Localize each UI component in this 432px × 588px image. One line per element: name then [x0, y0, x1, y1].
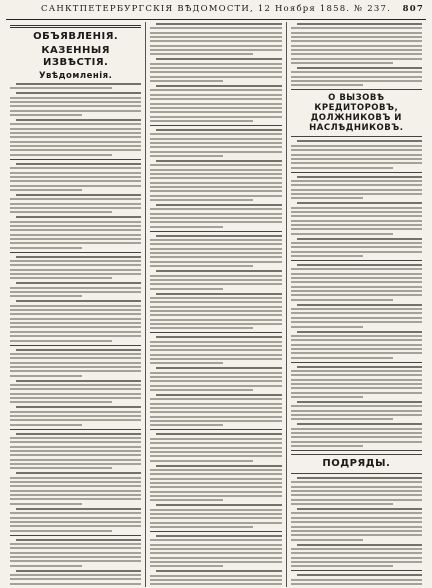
- body-paragraph: [150, 204, 281, 228]
- body-paragraph: [10, 472, 141, 504]
- separator-rule: [291, 89, 422, 90]
- body-paragraph: [10, 216, 141, 248]
- body-paragraph: [10, 380, 141, 404]
- separator-rule: [291, 172, 422, 173]
- body-paragraph: [291, 331, 422, 359]
- body-paragraph: [10, 539, 141, 567]
- body-paragraph: [291, 264, 422, 301]
- body-paragraph: [10, 300, 141, 341]
- separator-rule: [150, 429, 281, 430]
- separator-rule: [150, 231, 281, 232]
- masthead: [6, 4, 426, 20]
- body-paragraph: [10, 92, 141, 116]
- separator-rule: [150, 332, 281, 333]
- body-paragraph: [291, 508, 422, 540]
- body-paragraph: [150, 465, 281, 502]
- body-paragraph: [150, 23, 281, 55]
- body-paragraph: [10, 433, 141, 470]
- body-paragraph: [291, 574, 422, 587]
- body-paragraph: [291, 366, 422, 398]
- body-paragraph: [150, 367, 281, 391]
- body-paragraph: [150, 433, 281, 461]
- body-paragraph: [150, 235, 281, 267]
- body-paragraph: [10, 256, 141, 280]
- separator-rule: [291, 260, 422, 261]
- body-paragraph: [10, 570, 141, 587]
- body-paragraph: [150, 336, 281, 364]
- body-paragraph: [291, 202, 422, 234]
- body-paragraph: [150, 394, 281, 426]
- page-number: 807: [402, 4, 424, 14]
- body-paragraph: [10, 349, 141, 377]
- section-heading-notifications: Увѣдомленія.: [39, 71, 113, 81]
- section-heading: ПОДРЯДЫ.: [322, 458, 391, 470]
- body-paragraph: [10, 194, 141, 213]
- body-paragraph: [10, 406, 141, 425]
- separator-rule: [10, 429, 141, 430]
- body-paragraph: [291, 238, 422, 257]
- section-heading-announcements: ОБЪЯВЛЕНІЯ.: [33, 31, 119, 42]
- separator-rule: [291, 570, 422, 571]
- body-paragraph: [291, 423, 422, 447]
- columns: [6, 22, 426, 587]
- separator-rule: [291, 362, 422, 363]
- body-paragraph: [150, 160, 281, 201]
- separator-rule: [150, 531, 281, 532]
- column-2: [145, 22, 285, 587]
- section-heading-government-notices: КАЗЕННЫЯ ИЗВѢСТІЯ.: [41, 45, 110, 68]
- body-paragraph: [150, 270, 281, 289]
- separator-rule: [291, 450, 422, 451]
- body-paragraph: [10, 508, 141, 532]
- newspaper-title: САНКТПЕТЕРБУРГСКІЯ ВѢДОМОСТИ, 12 Ноября 1858. № 237.: [41, 4, 391, 14]
- body-paragraph: [150, 535, 281, 567]
- body-paragraph: [291, 477, 422, 505]
- body-paragraph: [150, 504, 281, 528]
- separator-rule: [10, 252, 141, 253]
- body-paragraph: [10, 83, 141, 89]
- separator-rule: [291, 136, 422, 137]
- body-paragraph: [150, 293, 281, 330]
- body-paragraph: [291, 401, 422, 420]
- column-3: [286, 22, 426, 587]
- separator-rule: [150, 125, 281, 126]
- separator-rule: [10, 159, 141, 160]
- body-paragraph: [150, 570, 281, 587]
- body-paragraph: [10, 163, 141, 191]
- body-paragraph: [150, 129, 281, 157]
- body-paragraph: [10, 282, 141, 297]
- body-paragraph: [291, 176, 422, 200]
- column-1: [6, 22, 145, 587]
- body-paragraph: [291, 544, 422, 568]
- section-heading: О ВЫЗОВѢ КРЕДИТОРОВЪ, ДОЛЖНИКОВЪ И НАСЛѢДНИКОВЪ.: [309, 93, 404, 134]
- separator-rule: [10, 535, 141, 536]
- body-paragraph: [291, 67, 422, 86]
- body-paragraph: [150, 85, 281, 122]
- separator-rule: [291, 454, 422, 455]
- body-paragraph: [291, 140, 422, 168]
- separator-rule: [10, 345, 141, 346]
- body-paragraph: [10, 119, 141, 156]
- body-paragraph: [291, 304, 422, 328]
- separator-rule: [291, 473, 422, 474]
- body-paragraph: [150, 58, 281, 82]
- body-paragraph: [291, 23, 422, 64]
